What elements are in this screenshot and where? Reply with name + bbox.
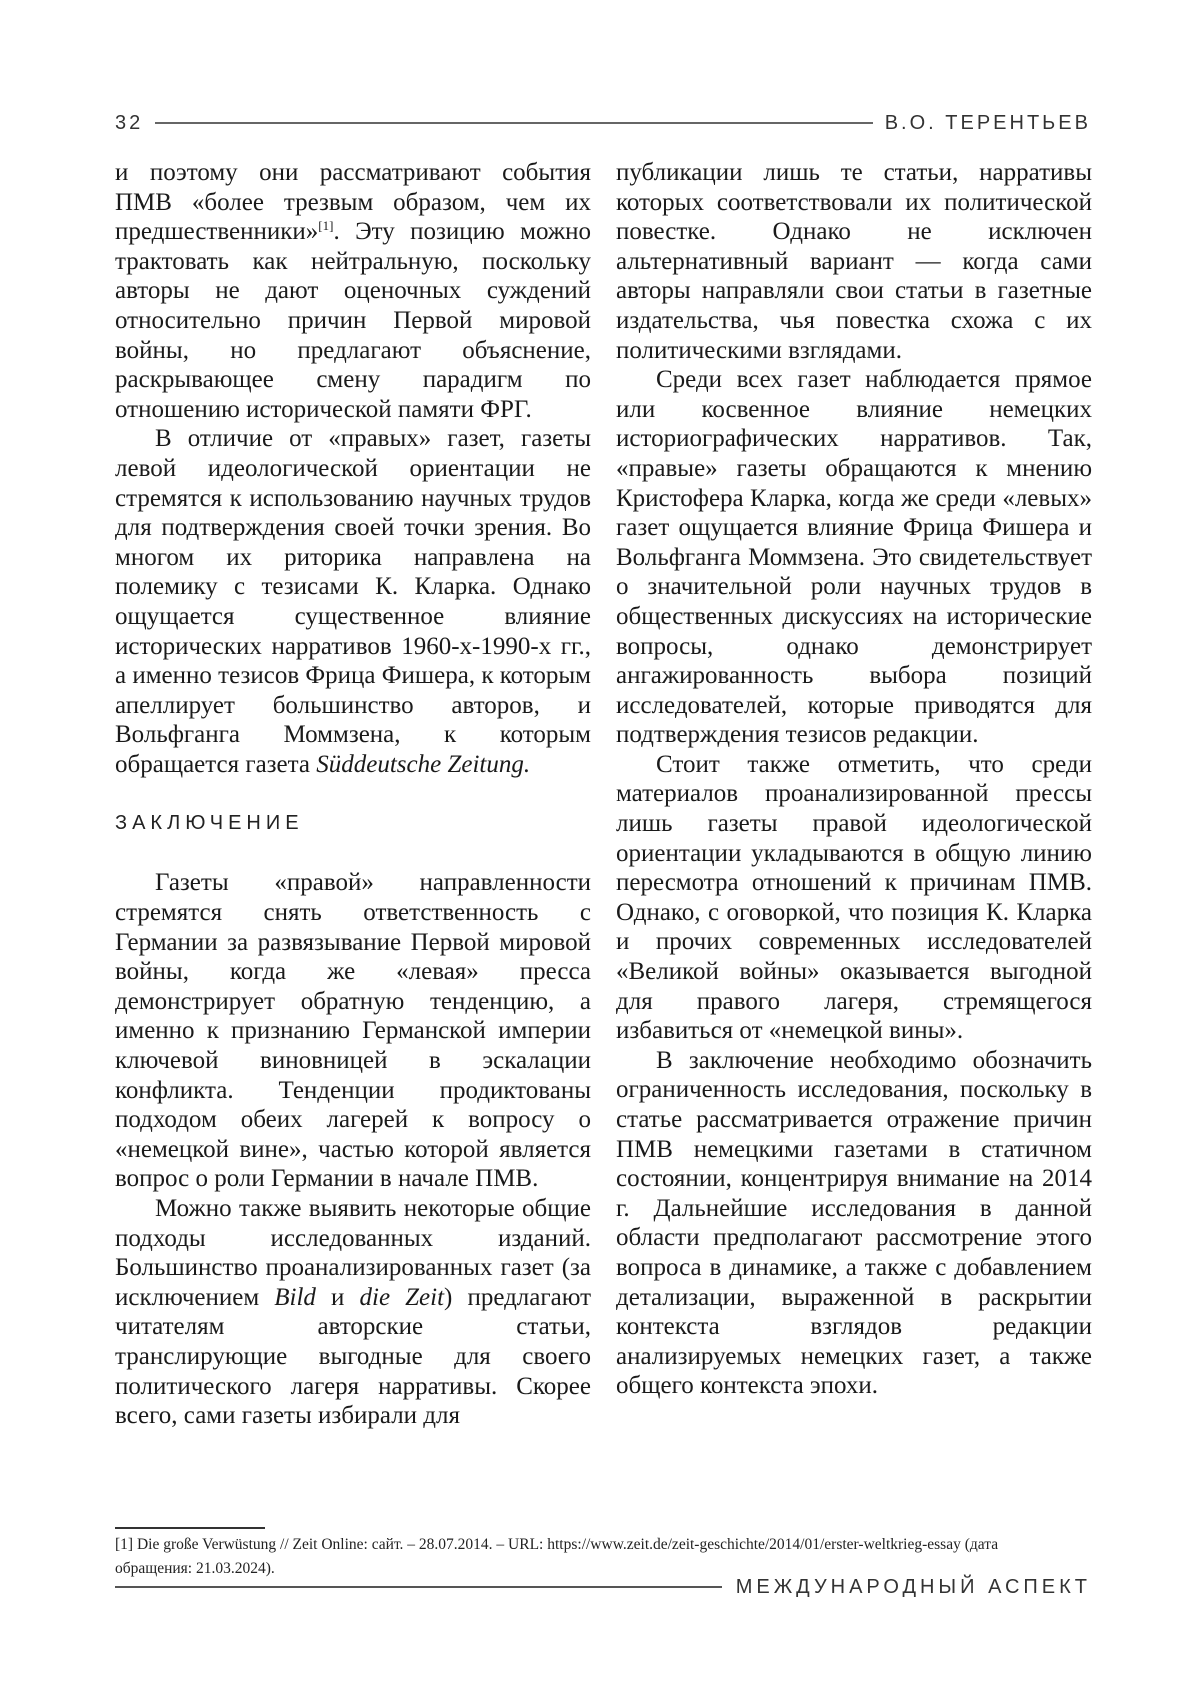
paragraph (115, 1194, 591, 1431)
paragraph: В заключение необходимо обозначить ограниченность исследования, поскольку в статье рассматривается отражение причин ПМВ немецкими газетами в статичном состоянии, концентрируя внимание на 2014 г. Дальнейшие исследования в данной области предполагают рассмотрение этого вопроса в динамике, а также с добавлением детализации, выраженной в раскрытии контекста взглядов редакции анализируемых немецких газет, а также общего контекста эпохи. (616, 1046, 1092, 1400)
running-footer (115, 1572, 1091, 1602)
newspaper-title: Süddeutsche Zeitung. (316, 750, 531, 778)
footer-rule (115, 1586, 722, 1588)
footnote: [1] Die große Verwüstung // Zeit Online: сайт. – 28.07.2014. – URL: https://www.zeit.de/zeit-geschichte/2014/01/erster-weltkrieg-essay (дата обращения: 21.03.2024). (115, 1536, 999, 1577)
paragraph-text: и поэтому они рассматривают события ПМВ «более трезвым образом, чем их предшественники» (115, 159, 591, 246)
paragraph: Стоит также отметить, что среди материалов проанализированной прессы лишь газеты правой идеологической ориентации укладываются в общую линию пересмотра отношений к причинам ПМВ. Однако, с оговоркой, что позиция К. Кларка и прочих современных исследователей «Великой войны» оказывается выгодной для правого лагеря, стремящегося избавиться от «немецкой вины». (616, 750, 1092, 1045)
right-column (616, 158, 1092, 1401)
paragraph: публикации лишь те статьи, нарративы которых соответствовали их политической повестке. Однако не исключен альтернативный вариант — когда сами авторы направляли свои статьи в газетные издательства, чья повестка схожа с их политическими взглядами. (616, 159, 1092, 364)
journal-title: МЕЖДУНАРОДНЫЙ АСПЕКТ (735, 1575, 1091, 1598)
paragraph (115, 424, 591, 779)
newspaper-title: Bild (274, 1283, 316, 1311)
paragraph: Среди всех газет наблюдается прямое или косвенное влияние немецких историографических нарративов. Так, «правые» газеты обращаются к мнению Кристофера Кларка, когда же среди «левых» газет ощущается влияние Фрица Фишера и Вольфганга Моммзена. Это свидетельствует о значительной роли научных трудов в общественных дискуссиях на исторические вопросы, однако демонстрирует ангажированность выбора позиций исследователей, которые приводятся для подтверждения тезисов редакции. (616, 366, 1092, 749)
paragraph-text: Можно также выявить некоторые общие подходы исследованных изданий. Большинство проанализированных газет (за исключением (115, 1195, 591, 1311)
paragraph (115, 158, 591, 424)
left-column (115, 158, 591, 1431)
footnote-rule (115, 1527, 265, 1529)
paragraph-text: . Эту позицию можно трактовать как нейтральную, поскольку авторы не дают оценочных суждений относительно причин Первой мировой войны, но предлагают объяснение, раскрывающее смену парадигм по отношению исторической памяти ФРГ. (115, 218, 591, 423)
paragraph: Газеты «правой» направленности стремятся снять ответственность с Германии за развязывание Первой мировой войны, когда же «левая» пресса демонстрирует обратную тенденцию, а именно к признанию Германской империи ключевой виновницей в эскалации конфликта. Тенденции продиктованы подходом обеих лагерей к вопросу о «немецкой вине», частью которой является вопрос о роли Германии в начале ПМВ. (115, 869, 591, 1193)
newspaper-title: die Zeit (359, 1283, 445, 1311)
paragraph-text: В отличие от «правых» газет, газеты левой идеологической ориентации не стремятся к использованию научных трудов для подтверждения своей точки зрения. Во многом их риторика направлена на полемику с тезисами К. Кларка. Однако ощущается существенное влияние исторических нарративов 1960-х-1990-х гг., а именно тезисов Фрица Фишера, к которым апеллирует большинство авторов, и Вольфганга Моммзена, к которым обращается газета (115, 425, 591, 778)
footnote-reference[interactable]: [1] (318, 218, 334, 234)
section-heading: ЗАКЛЮЧЕНИЕ (115, 812, 304, 835)
running-header (115, 110, 1091, 136)
paragraph-text: ) предлагают читателям авторские статьи, транслирующие выгодные для своего политического лагеря нарративы. Скорее всего, сами газеты избирали для (115, 1283, 592, 1430)
page-number: 32 (115, 111, 144, 134)
paragraph-text: и (315, 1283, 360, 1311)
header-rule (155, 122, 872, 124)
author-name: В.О. ТЕРЕНТЬЕВ (884, 111, 1091, 134)
